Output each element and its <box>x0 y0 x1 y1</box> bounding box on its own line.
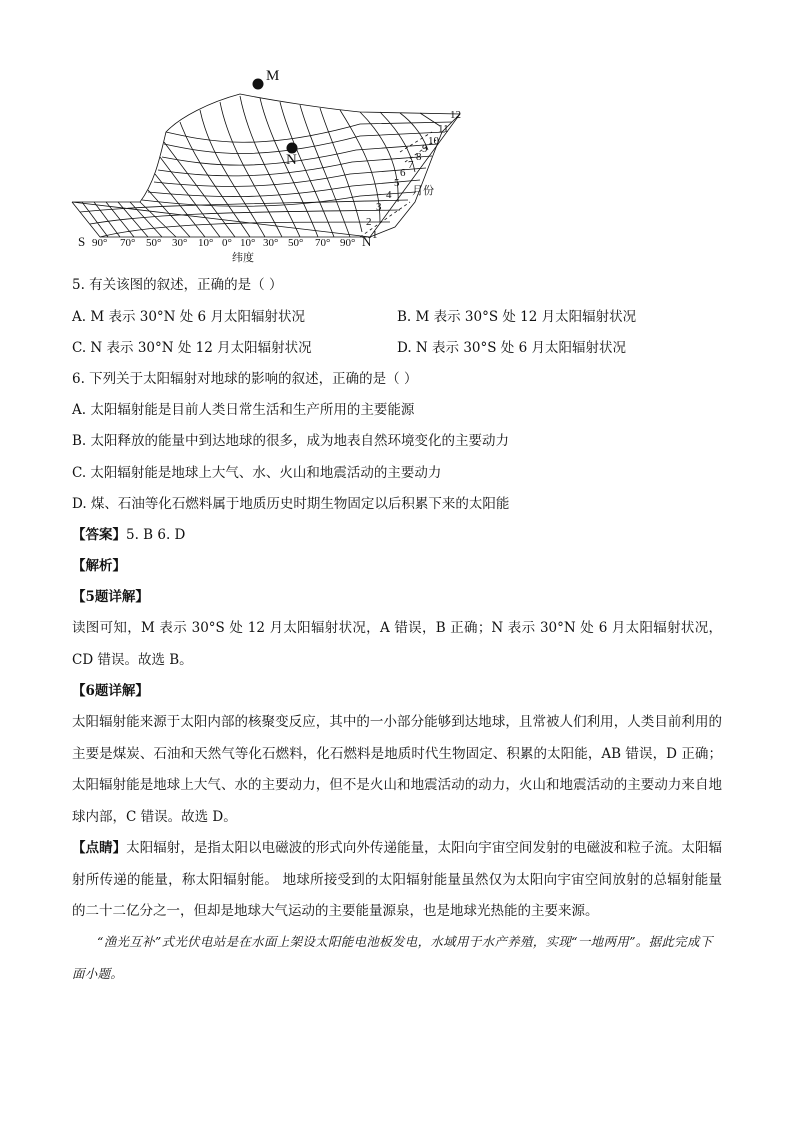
q5-option-b: B. M 表示 30°S 处 12 月太阳辐射状况 <box>397 309 637 325</box>
month-tick: 9 <box>422 143 428 155</box>
answer-label: 【答案】 <box>72 527 126 543</box>
month-tick: 7 <box>408 159 414 171</box>
month-tick: 3 <box>376 201 382 213</box>
tip-text: 太阳辐射，是指太阳以电磁波的形式向外传递能量，太阳向宇宙空间发射的电磁波和粒子流。太阳辐射所传递的能量，称太阳辐射能。 地球所接受到的太阳辐射能量虽然仅为太阳向宇宙空间放射的总辐射能量的二十二亿分之一，但却是地球大气运动的主要能量源泉，也是地球光热能的主要来源。 <box>72 840 723 920</box>
analysis-label: 【解析】 <box>72 558 126 574</box>
month-tick: 5 <box>394 177 400 189</box>
q6-option-a: A. 太阳辐射能是目前人类日常生活和生产所用的主要能源 <box>72 402 415 418</box>
month-tick: 1 <box>372 229 378 241</box>
latitude-tick: 50° <box>146 237 162 249</box>
north-label: N <box>362 234 372 249</box>
solar-radiation-surface-figure <box>60 62 480 272</box>
detail5-label: 【5题详解】 <box>72 589 149 605</box>
point-m-marker <box>253 79 264 90</box>
next-passage: “渔光互补”式光伏电站是在水面上架设太阳能电池板发电，水域用于水产养殖，实现“一地两用”。据此完成下面小题。 <box>72 934 713 981</box>
latitude-tick: 10° <box>240 237 256 249</box>
q6-option-d: D. 煤、石油等化石燃料属于地质历史时期生物固定以后积累下来的太阳能 <box>72 496 510 512</box>
months-axis-label: 月份 <box>412 184 434 197</box>
surface-outline <box>72 94 460 237</box>
month-tick: 2 <box>366 216 372 228</box>
q6-option-c: C. 太阳辐射能是地球上大气、水、火山和地震活动的主要动力 <box>72 465 442 481</box>
detail5-text: 读图可知，M 表示 30°S 处 12 月太阳辐射状况，A 错误，B 正确；N 表示 30°N 处 6 月太阳辐射状况，CD 错误。故选 B。 <box>72 620 722 668</box>
month-tick: 4 <box>386 189 392 201</box>
latitude-tick: 90° <box>92 237 108 249</box>
latitude-tick: 10° <box>198 237 214 249</box>
tip-paragraph <box>72 833 722 928</box>
q6-option-b: B. 太阳释放的能量中到达地球的很多，成为地表自然环境变化的主要动力 <box>72 433 510 449</box>
point-m-label: M <box>266 68 280 84</box>
answer-line <box>72 525 185 545</box>
south-label: S <box>78 234 86 249</box>
month-tick: 10 <box>428 135 439 147</box>
latitude-tick: 30° <box>263 237 279 249</box>
q5-option-c: C. N 表示 30°N 处 12 月太阳辐射状况 <box>72 340 312 356</box>
latitude-tick: 90° <box>340 237 356 249</box>
month-tick: 6 <box>400 167 406 179</box>
answer-text: 5. B 6. D <box>126 527 186 543</box>
latitude-tick-labels <box>92 237 355 249</box>
q5-option-d: D. N 表示 30°S 处 6 月太阳辐射状况 <box>397 340 626 356</box>
latitude-tick: 70° <box>120 237 136 249</box>
q5-stem: 5. 有关该图的叙述，正确的是（ ） <box>72 277 283 293</box>
month-tick: 11 <box>438 123 449 135</box>
latitude-tick: 70° <box>315 237 331 249</box>
latitude-tick: 50° <box>288 237 304 249</box>
detail6-label: 【6题详解】 <box>72 683 149 699</box>
month-tick: 8 <box>416 151 422 163</box>
latitude-axis-title: 纬度 <box>232 251 254 264</box>
q5-option-a: A. M 表示 30°N 处 6 月太阳辐射状况 <box>72 309 305 325</box>
month-tick: 12 <box>450 109 461 121</box>
tip-label: 【点睛】 <box>72 840 127 856</box>
point-n-label: N <box>286 152 297 168</box>
detail6-text: 太阳辐射能来源于太阳内部的核聚变反应，其中的一小部分能够到达地球，且常被人们利用，人类目前利用的主要是煤炭、石油和天然气等化石燃料，化石燃料是地质时代生物固定、积累的太阳能，AB 错误，D 正确；太阳辐射能是地球上大气、水的主要动力，但不是火山和地震活动的动力，火山和地震活动的主要动力来自地球内部，C 错误。故选 D。 <box>72 714 722 825</box>
latitude-tick: 0° <box>222 237 232 249</box>
latitude-tick: 30° <box>172 237 188 249</box>
q6-stem: 6. 下列关于太阳辐射对地球的影响的叙述，正确的是（ ） <box>72 371 418 387</box>
